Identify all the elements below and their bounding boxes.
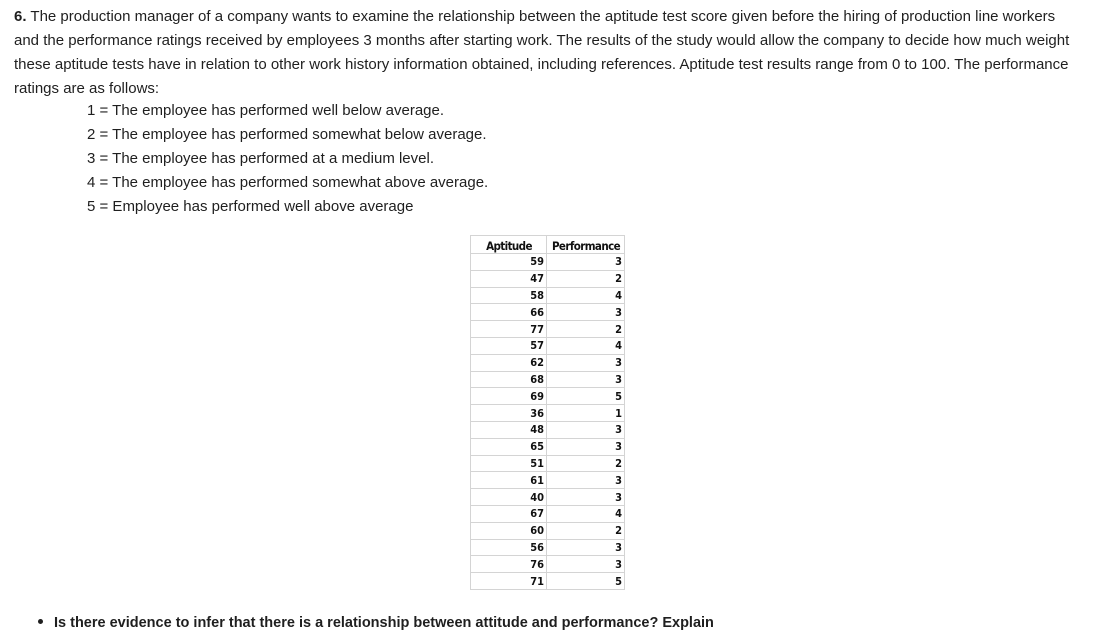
aptitude-cell: 59 (471, 254, 547, 271)
performance-cell: 5 (547, 573, 625, 590)
table-row (471, 455, 625, 472)
table-row (471, 522, 625, 539)
aptitude-cell: 48 (471, 421, 547, 438)
table-row (471, 337, 625, 354)
aptitude-cell: 60 (471, 522, 547, 539)
aptitude-cell: 67 (471, 505, 547, 522)
aptitude-cell: 47 (471, 270, 547, 287)
performance-ratings-list (87, 99, 488, 219)
column-header-performance: Performance (547, 236, 625, 254)
table-row (471, 438, 625, 455)
table-row (471, 254, 625, 271)
table-row (471, 371, 625, 388)
aptitude-cell: 36 (471, 405, 547, 422)
table-row (471, 388, 625, 405)
question-paragraph (14, 5, 1080, 101)
aptitude-cell: 56 (471, 539, 547, 556)
aptitude-cell: 61 (471, 472, 547, 489)
rating-item-5: 5 = Employee has performed well above average (87, 198, 414, 215)
table-row (471, 505, 625, 522)
question-number: 6. (14, 8, 27, 25)
table-header-row (471, 236, 625, 254)
table-row (471, 405, 625, 422)
performance-cell: 3 (547, 354, 625, 371)
rating-item-1: 1 = The employee has performed well below average. (87, 102, 445, 119)
aptitude-cell: 57 (471, 337, 547, 354)
aptitude-cell: 77 (471, 321, 547, 338)
table-row (471, 489, 625, 506)
aptitude-cell: 76 (471, 556, 547, 573)
performance-cell: 3 (547, 421, 625, 438)
table-row (471, 321, 625, 338)
performance-cell: 3 (547, 472, 625, 489)
aptitude-cell: 68 (471, 371, 547, 388)
performance-cell: 3 (547, 489, 625, 506)
performance-cell: 2 (547, 522, 625, 539)
performance-cell: 3 (547, 254, 625, 271)
performance-cell: 3 (547, 556, 625, 573)
performance-cell: 3 (547, 371, 625, 388)
performance-cell: 5 (547, 388, 625, 405)
table-row (471, 539, 625, 556)
rating-item-3: 3 = The employee has performed at a medium level. (87, 150, 434, 167)
performance-cell: 4 (547, 337, 625, 354)
aptitude-cell: 40 (471, 489, 547, 506)
performance-cell: 2 (547, 455, 625, 472)
table-row (471, 304, 625, 321)
aptitude-cell: 69 (471, 388, 547, 405)
performance-cell: 3 (547, 539, 625, 556)
table-row (471, 573, 625, 590)
follow-up-question-text: Is there evidence to infer that there is a relationship between attitude and performance? Explain (54, 615, 714, 631)
performance-cell: 1 (547, 405, 625, 422)
aptitude-cell: 71 (471, 573, 547, 590)
aptitude-cell: 51 (471, 455, 547, 472)
table-row (471, 472, 625, 489)
aptitude-cell: 58 (471, 287, 547, 304)
bullet-icon (38, 619, 43, 624)
aptitude-cell: 66 (471, 304, 547, 321)
performance-cell: 4 (547, 505, 625, 522)
table-body (471, 254, 625, 590)
follow-up-question (38, 612, 714, 634)
aptitude-cell: 65 (471, 438, 547, 455)
table-row (471, 421, 625, 438)
performance-cell: 3 (547, 438, 625, 455)
performance-cell: 2 (547, 270, 625, 287)
table-row (471, 287, 625, 304)
performance-cell: 3 (547, 304, 625, 321)
rating-item-2: 2 = The employee has performed somewhat below average. (87, 126, 487, 143)
aptitude-cell: 62 (471, 354, 547, 371)
table-row (471, 556, 625, 573)
aptitude-performance-table (470, 235, 625, 590)
rating-item-4: 4 = The employee has performed somewhat above average. (87, 174, 489, 191)
table-row (471, 354, 625, 371)
performance-cell: 4 (547, 287, 625, 304)
performance-cell: 2 (547, 321, 625, 338)
table-row (471, 270, 625, 287)
question-text: The production manager of a company wants to examine the relationship between the aptitude test score given before the hiring of production line workers and the performance ratings received by employees 3 months after starting work. The results of the study would allow the company to decide how much weight these aptitude tests have in relation to other work history information obtained, including references. Aptitude test results range from 0 to 100. The performance ratings are as follows: (14, 8, 1070, 97)
column-header-aptitude: Aptitude (471, 236, 547, 254)
